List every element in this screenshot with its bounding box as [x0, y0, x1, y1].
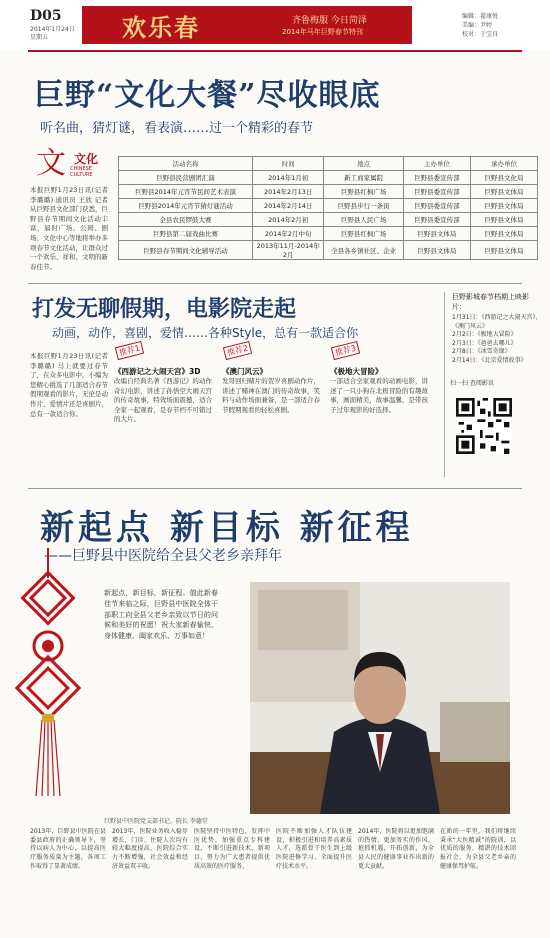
table-cell: 新工商家属院: [324, 171, 404, 185]
table-row: [119, 171, 538, 185]
article-column: 在新的一年里，我们将继续秉承“大医精诚”的院训，以优质的服务、精湛的技术回报社会，为全县父老乡亲的健康保驾护航。: [440, 828, 516, 870]
story3-intro: 新起点，新目标，新征程。值此新春佳节来临之际，巨野县中医院全体干部职工向全县父老乡亲致以节日的问候和美好的祝愿！祝大家新春愉快、身体健康、阖家欢乐、万事如意！: [104, 589, 218, 641]
table-cell: 巨野县人民广场: [324, 213, 404, 227]
sidebar-divider: [444, 292, 445, 477]
table-cell: 巨野县春节期间文化辅导活动: [119, 241, 253, 260]
table-cell: 巨野县文体局: [470, 213, 537, 227]
editor-line: 编辑：翟康悦: [462, 13, 499, 20]
table-row: [119, 213, 538, 227]
table-cell: 巨野县2014年元宵节猜灯谜活动: [119, 199, 253, 213]
table-row: [119, 227, 538, 241]
section-divider: [28, 283, 522, 284]
article-column: 2014年，医院将以更加饱满的热情、更加务实的作风，抢抓机遇，开拓创新，为全县人民的健康事业作出新的更大贡献。: [358, 828, 434, 870]
culture-logo-glyph: 文: [36, 146, 66, 181]
movie-body: 一部适合全家观看的动画电影，讲述了一只小狗在北极冒险的有趣故事，画面精美，故事温馨，是带孩子过年观影的好选择。: [330, 377, 428, 414]
table-cell: 巨野县文体局: [470, 199, 537, 213]
chinese-knot-icon: [8, 548, 88, 798]
table-cell: 2014年2月13日: [253, 185, 324, 199]
story1-body: 本报巨野1月23日讯(记者 李璐璐) 通讯员 王欣 记者从巨野县文化部门获悉，巨野县春节期间文化活动丰富，届时广场、公园、剧场、文化中心等地将举办多项春节文化活动，让群众过一个欢乐、祥和、文明的新春佳节。: [30, 186, 108, 271]
table-cell: 巨野县红枫广场: [324, 227, 404, 241]
culture-logo-text: 文化: [74, 152, 99, 166]
masthead: [0, 0, 550, 50]
movie-card: [114, 343, 212, 477]
article-column: 2013年，巨野县中医院在县委县政府的正确领导下，坚持以病人为中心，以提高医疗服务质量为主题，各项工作取得了显著成绩。: [30, 828, 106, 870]
page-number-label: D05: [30, 8, 62, 24]
list-item: 2月3日：《爸爸去哪儿》: [452, 339, 517, 347]
movie-title: 《极地大冒险》: [330, 367, 383, 376]
banner-calligraphy: 欢乐春: [122, 13, 200, 42]
col-header-time: 时间: [253, 157, 324, 171]
table-cell: 巨野县红枫广场: [324, 185, 404, 199]
article-column: 医院不断加强人才队伍建设，积极引进和培养高素质人才，选派骨干医生到上级医院进修学习，全面提升医疗技术水平。: [276, 828, 352, 870]
story3-headline: 新起点 新目标 新征程: [40, 508, 414, 548]
date-text: 2014年1月24日: [30, 26, 75, 33]
col-header-undertaker: 承办单位: [470, 157, 537, 171]
story2-body: 本报巨野1月23日讯(记者 李璐璐) 马上就要过春节了，在众多电影中，小编为您精心挑选了几部适合春节假期观看的影片，无论是动作片、爱情片还是喜剧片，总有一款适合你。: [30, 352, 108, 418]
col-header-location: 地点: [324, 157, 404, 171]
table-cell: 巨野县文体局: [403, 241, 470, 260]
col-header-organizer: 主办单位: [403, 157, 470, 171]
story2-headline: 打发无聊假期，电影院走起: [32, 296, 297, 322]
director-portrait-photo: [250, 582, 510, 814]
table-cell: 2014年2月14日: [253, 199, 324, 213]
recommend-tag: 推荐1: [115, 341, 144, 360]
weekday-text: 星期五: [30, 34, 49, 41]
article-column: 医院坚持中医特色，发挥中医优势，加强重点专科建设，不断引进新技术、新项目，努力为广大患者提供优质高效的医疗服务。: [194, 828, 270, 870]
banner-line-1: 齐鲁梅服 今日菏泽: [292, 16, 367, 26]
list-item: 2月2日：《极地大冒险》: [452, 331, 517, 339]
festival-banner: [82, 6, 412, 44]
table-cell: 巨野县第二届戏曲比赛: [119, 227, 253, 241]
table-cell: 2014年1月初: [253, 171, 324, 185]
movie-card: [330, 343, 428, 477]
story1-headline: 巨野“文化大餐”尽收眼底: [34, 78, 381, 113]
culture-logo: [30, 138, 110, 180]
table-header-row: [119, 157, 538, 171]
table-cell: 巨野县步行一条街: [324, 199, 404, 213]
recommend-tag: 推荐2: [223, 341, 252, 360]
col-header-activity: 活动名称: [119, 157, 253, 171]
table-cell: 2014年2月中旬: [253, 227, 324, 241]
culture-logo-english: CHINESE CULTURE: [70, 166, 93, 178]
sidebar-title: 巨野影城春节档期上映影片：: [452, 293, 529, 311]
table-cell: 巨野县文体局: [470, 185, 537, 199]
table-cell: 2014年2月初: [253, 213, 324, 227]
article-column: 2013年，医院业务收入稳步增长，门诊、住院人次均有较大幅度提高，医院综合实力不断增强，社会效益和经济效益双丰收。: [112, 828, 188, 870]
story1-subheadline: 听名曲，猜灯谜，看表演……过一个精彩的春节: [40, 121, 314, 136]
table-cell: 巨野县文体局: [470, 241, 537, 260]
sidebar-list: [452, 314, 542, 366]
movie-card: [222, 343, 320, 477]
issue-date: [30, 26, 75, 42]
schedule-sidebar: [452, 292, 542, 366]
table-cell: 巨野县文体局: [403, 227, 470, 241]
designer-line: 美编：尹婷: [462, 22, 493, 29]
list-item: 2月14日：《北京爱情故事》: [452, 356, 527, 364]
table-cell: 2013年11月-2014年2月: [253, 241, 324, 260]
table-row: [119, 185, 538, 199]
table-cell: 全县各乡镇社区、企业: [324, 241, 404, 260]
qr-code-icon[interactable]: [456, 398, 512, 454]
table-cell: 巨野县委宣传部: [403, 185, 470, 199]
photo-caption: 巨野县中医院党支部书记、院长 李德堂: [104, 818, 208, 825]
section-divider: [28, 488, 522, 489]
table-row: [119, 199, 538, 213]
events-table: [118, 156, 538, 260]
movie-title: 《西游记之大闹天宫》3D: [114, 367, 201, 376]
table-cell: 巨野县2014年元宵节民间艺术表演: [119, 185, 253, 199]
masthead-rule: [28, 50, 522, 52]
story2-subheadline: 动画，动作，喜剧，爱情……各种Style，总有一款适合你: [52, 326, 359, 340]
qr-label: 扫一扫 查阅影讯: [450, 380, 494, 387]
table-cell: 巨野县民营剧团汇演: [119, 171, 253, 185]
editor-credits: [462, 12, 498, 39]
list-item: 1月31日：《西游记之大闹天宫》、《澳门风云》: [452, 314, 542, 330]
table-cell: 全县农民锣鼓大赛: [119, 213, 253, 227]
table-cell: 巨野县委宣传部: [403, 171, 470, 185]
table-row: [119, 241, 538, 260]
proofreader-line: 校对：于宝良: [462, 31, 499, 38]
table-cell: 巨野县委宣传部: [403, 199, 470, 213]
movie-body: 发哥回归赌片的贺岁喜剧动作片，讲述了赌神在澳门的传奇故事，笑料与动作场面兼备，是一部适合春节假期观看的轻松喜剧。: [222, 377, 320, 414]
table-cell: 巨野县文化局: [470, 171, 537, 185]
movie-title: 《澳门风云》: [222, 367, 267, 376]
banner-line-2: 2014年马年巨野春节特刊: [282, 28, 363, 36]
movie-body: 改编自经典名著《西游记》的动作奇幻电影，讲述了孙悟空大闹天宫的传奇故事，特效场面震撼，适合全家一起观看，是春节档不可错过的大片。: [114, 377, 212, 424]
story3-subheadline: ——巨野县中医院给全县父老乡亲拜年: [44, 548, 282, 564]
table-cell: 巨野县委宣传部: [403, 213, 470, 227]
recommend-tag: 推荐3: [331, 341, 360, 360]
list-item: 2月8日：《冰雪奇缘》: [452, 348, 511, 356]
table-cell: 巨野县文体局: [470, 227, 537, 241]
